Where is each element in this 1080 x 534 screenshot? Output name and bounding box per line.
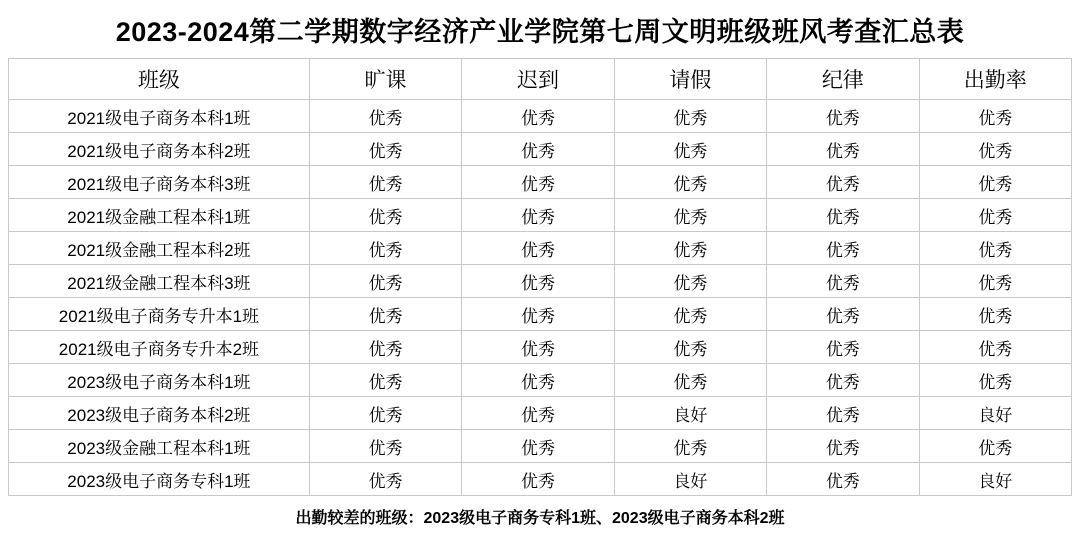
- cell-value: 优秀: [462, 397, 614, 430]
- cell-class-name: 2023级电子商务专科1班: [9, 463, 310, 496]
- table-row: [9, 232, 1072, 265]
- cell-value: 优秀: [614, 298, 766, 331]
- table-row: [9, 430, 1072, 463]
- cell-value: 优秀: [309, 232, 461, 265]
- table-header-row: [9, 59, 1072, 100]
- table-row: [9, 265, 1072, 298]
- column-header-late: 迟到: [462, 59, 614, 100]
- cell-value: 优秀: [462, 364, 614, 397]
- cell-class-name: 2021级电子商务专升本2班: [9, 331, 310, 364]
- cell-value: 优秀: [462, 166, 614, 199]
- cell-value: 优秀: [309, 364, 461, 397]
- cell-value: 优秀: [614, 100, 766, 133]
- cell-value: 优秀: [614, 265, 766, 298]
- page-title: 2023-2024第二学期数字经济产业学院第七周文明班级班风考查汇总表: [115, 17, 965, 47]
- cell-value: 优秀: [767, 199, 919, 232]
- table-row: [9, 298, 1072, 331]
- cell-class-name: 2021级金融工程本科2班: [9, 232, 310, 265]
- cell-class-name: 2023级金融工程本科1班: [9, 430, 310, 463]
- cell-value: 优秀: [919, 331, 1071, 364]
- cell-value: 优秀: [309, 331, 461, 364]
- cell-value: 优秀: [767, 397, 919, 430]
- table-row: [9, 100, 1072, 133]
- cell-value: 优秀: [462, 463, 614, 496]
- cell-class-name: 2023级电子商务本科2班: [9, 397, 310, 430]
- attendance-table: [8, 58, 1072, 496]
- table-header: [9, 59, 1072, 100]
- cell-value: 良好: [614, 463, 766, 496]
- cell-value: 优秀: [462, 133, 614, 166]
- cell-value: 优秀: [767, 166, 919, 199]
- cell-value: 优秀: [767, 298, 919, 331]
- cell-value: 优秀: [309, 397, 461, 430]
- table-row: [9, 364, 1072, 397]
- cell-value: 优秀: [309, 430, 461, 463]
- table-row: [9, 199, 1072, 232]
- cell-class-name: 2021级电子商务本科1班: [9, 100, 310, 133]
- cell-value: 优秀: [919, 298, 1071, 331]
- column-header-attendance-rate: 出勤率: [919, 59, 1071, 100]
- cell-value: 优秀: [767, 100, 919, 133]
- cell-value: 优秀: [919, 133, 1071, 166]
- cell-value: 优秀: [767, 331, 919, 364]
- table-row: [9, 331, 1072, 364]
- cell-value: 优秀: [767, 265, 919, 298]
- table-row: [9, 166, 1072, 199]
- cell-value: 优秀: [767, 232, 919, 265]
- cell-value: 优秀: [919, 100, 1071, 133]
- footer-note: 出勤较差的班级：2023级电子商务专科1班、2023级电子商务本科2班: [295, 510, 785, 527]
- cell-class-name: 2021级电子商务本科3班: [9, 166, 310, 199]
- cell-value: 优秀: [309, 265, 461, 298]
- cell-value: 良好: [919, 397, 1071, 430]
- cell-value: 优秀: [614, 331, 766, 364]
- cell-value: 优秀: [309, 463, 461, 496]
- cell-value: 优秀: [767, 430, 919, 463]
- cell-value: 优秀: [767, 133, 919, 166]
- cell-value: 优秀: [462, 331, 614, 364]
- table-row: [9, 463, 1072, 496]
- cell-class-name: 2021级电子商务专升本1班: [9, 298, 310, 331]
- cell-value: 良好: [919, 463, 1071, 496]
- cell-value: 优秀: [462, 100, 614, 133]
- cell-value: 优秀: [309, 199, 461, 232]
- cell-value: 优秀: [919, 199, 1071, 232]
- cell-value: 优秀: [309, 133, 461, 166]
- column-header-absence: 旷课: [309, 59, 461, 100]
- cell-value: 优秀: [614, 364, 766, 397]
- cell-value: 优秀: [767, 463, 919, 496]
- cell-value: 优秀: [919, 430, 1071, 463]
- cell-value: 优秀: [614, 166, 766, 199]
- column-header-discipline: 纪律: [767, 59, 919, 100]
- cell-value: 优秀: [462, 298, 614, 331]
- cell-value: 优秀: [614, 133, 766, 166]
- cell-value: 优秀: [462, 232, 614, 265]
- cell-class-name: 2023级电子商务本科1班: [9, 364, 310, 397]
- cell-class-name: 2021级金融工程本科3班: [9, 265, 310, 298]
- table-row: [9, 133, 1072, 166]
- cell-value: 优秀: [919, 232, 1071, 265]
- column-header-class: 班级: [9, 59, 310, 100]
- cell-value: 优秀: [919, 265, 1071, 298]
- cell-value: 优秀: [767, 364, 919, 397]
- cell-class-name: 2021级电子商务本科2班: [9, 133, 310, 166]
- cell-value: 优秀: [462, 265, 614, 298]
- cell-value: 优秀: [919, 166, 1071, 199]
- cell-class-name: 2021级金融工程本科1班: [9, 199, 310, 232]
- column-header-leave: 请假: [614, 59, 766, 100]
- cell-value: 优秀: [462, 430, 614, 463]
- cell-value: 优秀: [614, 430, 766, 463]
- cell-value: 优秀: [614, 232, 766, 265]
- cell-value: 优秀: [309, 298, 461, 331]
- cell-value: 优秀: [614, 199, 766, 232]
- cell-value: 优秀: [919, 364, 1071, 397]
- cell-value: 优秀: [309, 166, 461, 199]
- cell-value: 优秀: [309, 100, 461, 133]
- cell-value: 优秀: [462, 199, 614, 232]
- cell-value: 良好: [614, 397, 766, 430]
- table-body: [9, 100, 1072, 496]
- table-row: [9, 397, 1072, 430]
